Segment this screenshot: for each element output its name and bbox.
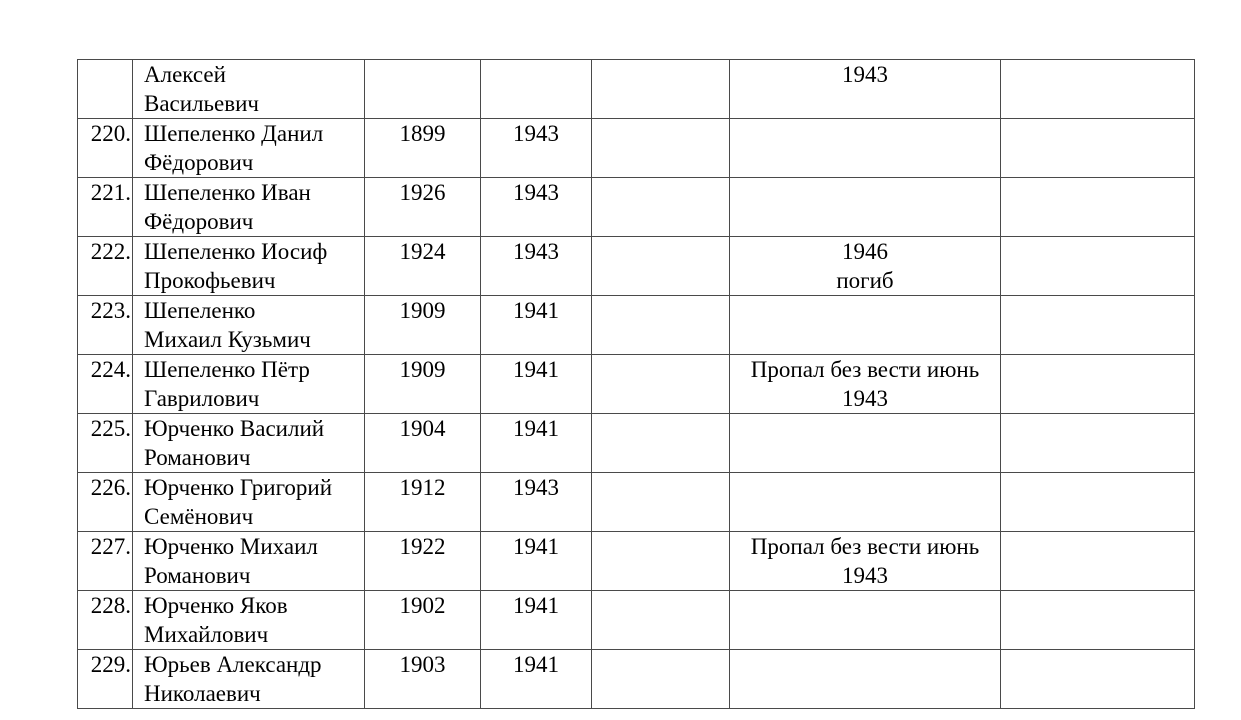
roster-body: [78, 60, 1195, 709]
row-number: 228.: [78, 591, 133, 650]
fate-cell: 1943: [730, 60, 1001, 119]
row-number: 223.: [78, 296, 133, 355]
birth-year: 1922: [365, 532, 481, 591]
birth-year: 1926: [365, 178, 481, 237]
row-number: 226.: [78, 473, 133, 532]
conscription-year: [481, 60, 592, 119]
notes-cell: [1001, 650, 1195, 709]
table-row: [78, 237, 1195, 296]
table-row: [78, 296, 1195, 355]
fate-cell: Пропал без вести июнь 1943: [730, 532, 1001, 591]
notes-cell: [1001, 60, 1195, 119]
conscription-year: 1941: [481, 414, 592, 473]
birth-year: 1924: [365, 237, 481, 296]
table-row: [78, 60, 1195, 119]
rank-cell: [592, 355, 730, 414]
birth-year: 1902: [365, 591, 481, 650]
table-row: [78, 650, 1195, 709]
rank-cell: [592, 414, 730, 473]
fate-cell: [730, 650, 1001, 709]
notes-cell: [1001, 532, 1195, 591]
notes-cell: [1001, 591, 1195, 650]
birth-year: [365, 60, 481, 119]
rank-cell: [592, 178, 730, 237]
full-name: Юрченко Михаил Романович: [133, 532, 365, 591]
conscription-year: 1941: [481, 296, 592, 355]
notes-cell: [1001, 237, 1195, 296]
fate-cell: 1946 погиб: [730, 237, 1001, 296]
conscription-year: 1941: [481, 532, 592, 591]
row-number: 227.: [78, 532, 133, 591]
full-name: Шепеленко Данил Фёдорович: [133, 119, 365, 178]
row-number: 220.: [78, 119, 133, 178]
rank-cell: [592, 237, 730, 296]
table-row: [78, 473, 1195, 532]
table-row: [78, 355, 1195, 414]
fate-cell: [730, 414, 1001, 473]
notes-cell: [1001, 473, 1195, 532]
table-row: [78, 532, 1195, 591]
full-name: Юрченко Яков Михайлович: [133, 591, 365, 650]
fate-cell: [730, 473, 1001, 532]
full-name: Юрченко Василий Романович: [133, 414, 365, 473]
fate-cell: [730, 119, 1001, 178]
rank-cell: [592, 119, 730, 178]
rank-cell: [592, 650, 730, 709]
rank-cell: [592, 473, 730, 532]
row-number: 229.: [78, 650, 133, 709]
table-row: [78, 414, 1195, 473]
conscription-year: 1943: [481, 237, 592, 296]
fate-cell: [730, 178, 1001, 237]
birth-year: 1912: [365, 473, 481, 532]
notes-cell: [1001, 296, 1195, 355]
roster-table: [77, 59, 1195, 709]
conscription-year: 1941: [481, 355, 592, 414]
full-name: Шепеленко Иван Фёдорович: [133, 178, 365, 237]
full-name: Юрченко Григорий Семёнович: [133, 473, 365, 532]
notes-cell: [1001, 355, 1195, 414]
notes-cell: [1001, 119, 1195, 178]
conscription-year: 1943: [481, 473, 592, 532]
row-number: 224.: [78, 355, 133, 414]
full-name: Алексей Васильевич: [133, 60, 365, 119]
full-name: Шепеленко Иосиф Прокофьевич: [133, 237, 365, 296]
notes-cell: [1001, 414, 1195, 473]
full-name: Шепеленко Михаил Кузьмич: [133, 296, 365, 355]
birth-year: 1899: [365, 119, 481, 178]
conscription-year: 1943: [481, 178, 592, 237]
table-row: [78, 591, 1195, 650]
birth-year: 1903: [365, 650, 481, 709]
row-number: 221.: [78, 178, 133, 237]
row-number: [78, 60, 133, 119]
fate-cell: [730, 296, 1001, 355]
notes-cell: [1001, 178, 1195, 237]
rank-cell: [592, 532, 730, 591]
conscription-year: 1941: [481, 650, 592, 709]
birth-year: 1909: [365, 355, 481, 414]
full-name: Юрьев Александр Николаевич: [133, 650, 365, 709]
fate-cell: [730, 591, 1001, 650]
rank-cell: [592, 591, 730, 650]
row-number: 222.: [78, 237, 133, 296]
fate-cell: Пропал без вести июнь 1943: [730, 355, 1001, 414]
rank-cell: [592, 296, 730, 355]
birth-year: 1909: [365, 296, 481, 355]
birth-year: 1904: [365, 414, 481, 473]
conscription-year: 1941: [481, 591, 592, 650]
full-name: Шепеленко Пётр Гаврилович: [133, 355, 365, 414]
table-row: [78, 119, 1195, 178]
conscription-year: 1943: [481, 119, 592, 178]
row-number: 225.: [78, 414, 133, 473]
table-row: [78, 178, 1195, 237]
rank-cell: [592, 60, 730, 119]
